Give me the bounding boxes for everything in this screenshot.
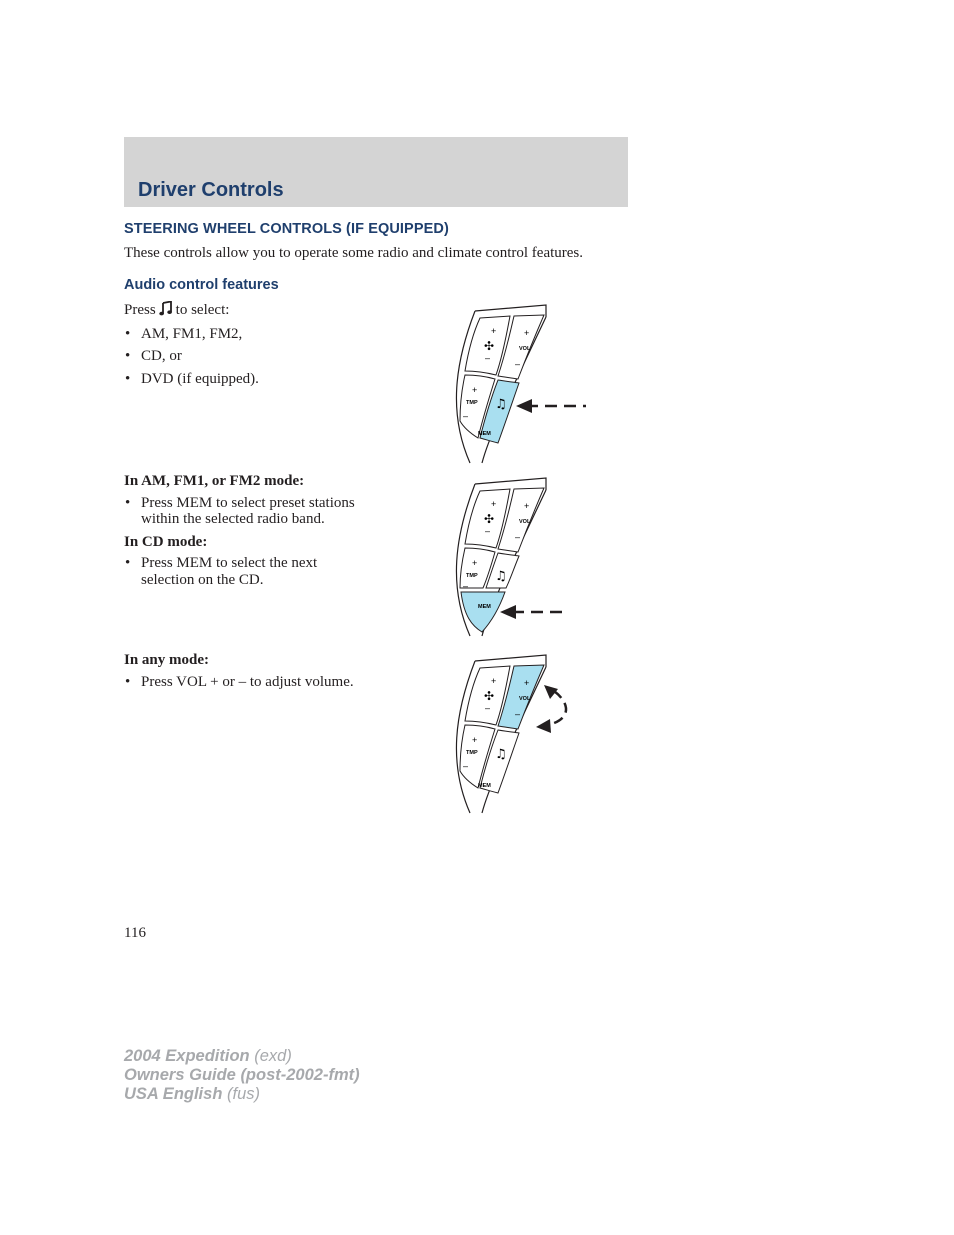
footer-model-code: (exd) bbox=[254, 1047, 292, 1065]
music-note-icon bbox=[159, 301, 173, 316]
footer-language-code: (fus) bbox=[227, 1085, 260, 1103]
music-note-icon: ♫ bbox=[495, 397, 507, 412]
tmp-label: TMP bbox=[466, 750, 478, 756]
fan-plus-label: + bbox=[491, 676, 497, 686]
fan-icon: ✣ bbox=[484, 339, 495, 353]
any-mode-block bbox=[124, 652, 384, 690]
vol-plus-label: + bbox=[524, 328, 530, 338]
footer-line-1 bbox=[124, 1047, 360, 1066]
tmp-plus-label: + bbox=[472, 558, 478, 568]
page-number: 116 bbox=[124, 925, 146, 941]
footer-line-2 bbox=[124, 1066, 360, 1085]
music-note-icon: ♫ bbox=[495, 747, 507, 762]
mem-label: MEM bbox=[478, 783, 491, 789]
list-item: • CD, or bbox=[124, 348, 384, 365]
curved-arrow-head-down bbox=[536, 719, 551, 733]
page-header-title: Driver Controls bbox=[138, 179, 284, 201]
am-fm-bullets bbox=[124, 495, 369, 528]
fan-icon: ✣ bbox=[484, 512, 495, 526]
vol-plus-label: + bbox=[524, 501, 530, 511]
pointer-arrow-head bbox=[500, 605, 516, 619]
tmp-plus-label: + bbox=[472, 735, 478, 745]
tmp-minus-label: – bbox=[463, 761, 469, 771]
list-item: • Press MEM to select preset stations within the selected radio band. bbox=[124, 495, 369, 528]
section-title: STEERING WHEEL CONTROLS (IF EQUIPPED) bbox=[124, 221, 449, 237]
audio-select-block bbox=[124, 301, 384, 387]
tmp-minus-label: – bbox=[463, 581, 469, 591]
mem-label: MEM bbox=[478, 431, 491, 437]
press-to-select-line bbox=[124, 301, 384, 319]
fan-plus-label: + bbox=[491, 499, 497, 509]
steering-controls-figure-music bbox=[440, 303, 590, 467]
mem-label: MEM bbox=[478, 604, 491, 610]
section-intro: These controls allow you to operate some radio and climate control features. bbox=[124, 245, 584, 261]
fan-plus-label: + bbox=[491, 326, 497, 336]
vol-label: VOL bbox=[519, 346, 531, 352]
vol-label: VOL bbox=[519, 519, 531, 525]
audio-features-title: Audio control features bbox=[124, 277, 279, 293]
footer-line-3 bbox=[124, 1085, 360, 1104]
header-band bbox=[124, 137, 628, 207]
press-text: Press bbox=[124, 302, 156, 318]
tmp-label: TMP bbox=[466, 400, 478, 406]
steering-controls-figure-mem bbox=[440, 476, 590, 640]
list-item: • DVD (if equipped). bbox=[124, 371, 384, 388]
any-mode-bullets bbox=[124, 674, 354, 691]
footer-language: USA English bbox=[124, 1085, 223, 1103]
footer-guide: Owners Guide (post-2002-fmt) bbox=[124, 1066, 360, 1084]
fan-minus-label: – bbox=[485, 353, 491, 363]
tmp-minus-label: – bbox=[463, 411, 469, 421]
fan-icon: ✣ bbox=[484, 689, 495, 703]
any-mode-heading: In any mode: bbox=[124, 652, 210, 668]
audio-options-list bbox=[124, 326, 384, 388]
tmp-label: TMP bbox=[466, 573, 478, 579]
fan-minus-label: – bbox=[485, 703, 491, 713]
fan-minus-label: – bbox=[485, 526, 491, 536]
vol-label: VOL bbox=[519, 696, 531, 702]
list-item: • Press MEM to select the next selection on the CD. bbox=[124, 555, 369, 588]
vol-minus-label: – bbox=[515, 359, 521, 369]
list-item: • Press VOL + or – to adjust volume. bbox=[124, 674, 354, 691]
list-item: • AM, FM1, FM2, bbox=[124, 326, 384, 343]
cd-bullets bbox=[124, 555, 369, 588]
vol-minus-label: – bbox=[515, 532, 521, 542]
mem-button bbox=[461, 592, 505, 632]
cd-mode-heading: In CD mode: bbox=[124, 533, 208, 550]
vol-minus-label: – bbox=[515, 709, 521, 719]
vol-plus-label: + bbox=[524, 678, 530, 688]
document-footer bbox=[124, 1047, 360, 1104]
steering-controls-figure-vol bbox=[440, 653, 590, 817]
tmp-plus-label: + bbox=[472, 385, 478, 395]
footer-model: 2004 Expedition bbox=[124, 1047, 250, 1065]
pointer-arrow-head bbox=[516, 399, 532, 413]
music-note-icon: ♫ bbox=[495, 569, 507, 584]
am-fm-mode-heading: In AM, FM1, or FM2 mode: bbox=[124, 473, 305, 489]
to-select-text: to select: bbox=[175, 302, 230, 318]
am-fm-cd-block bbox=[124, 473, 384, 588]
